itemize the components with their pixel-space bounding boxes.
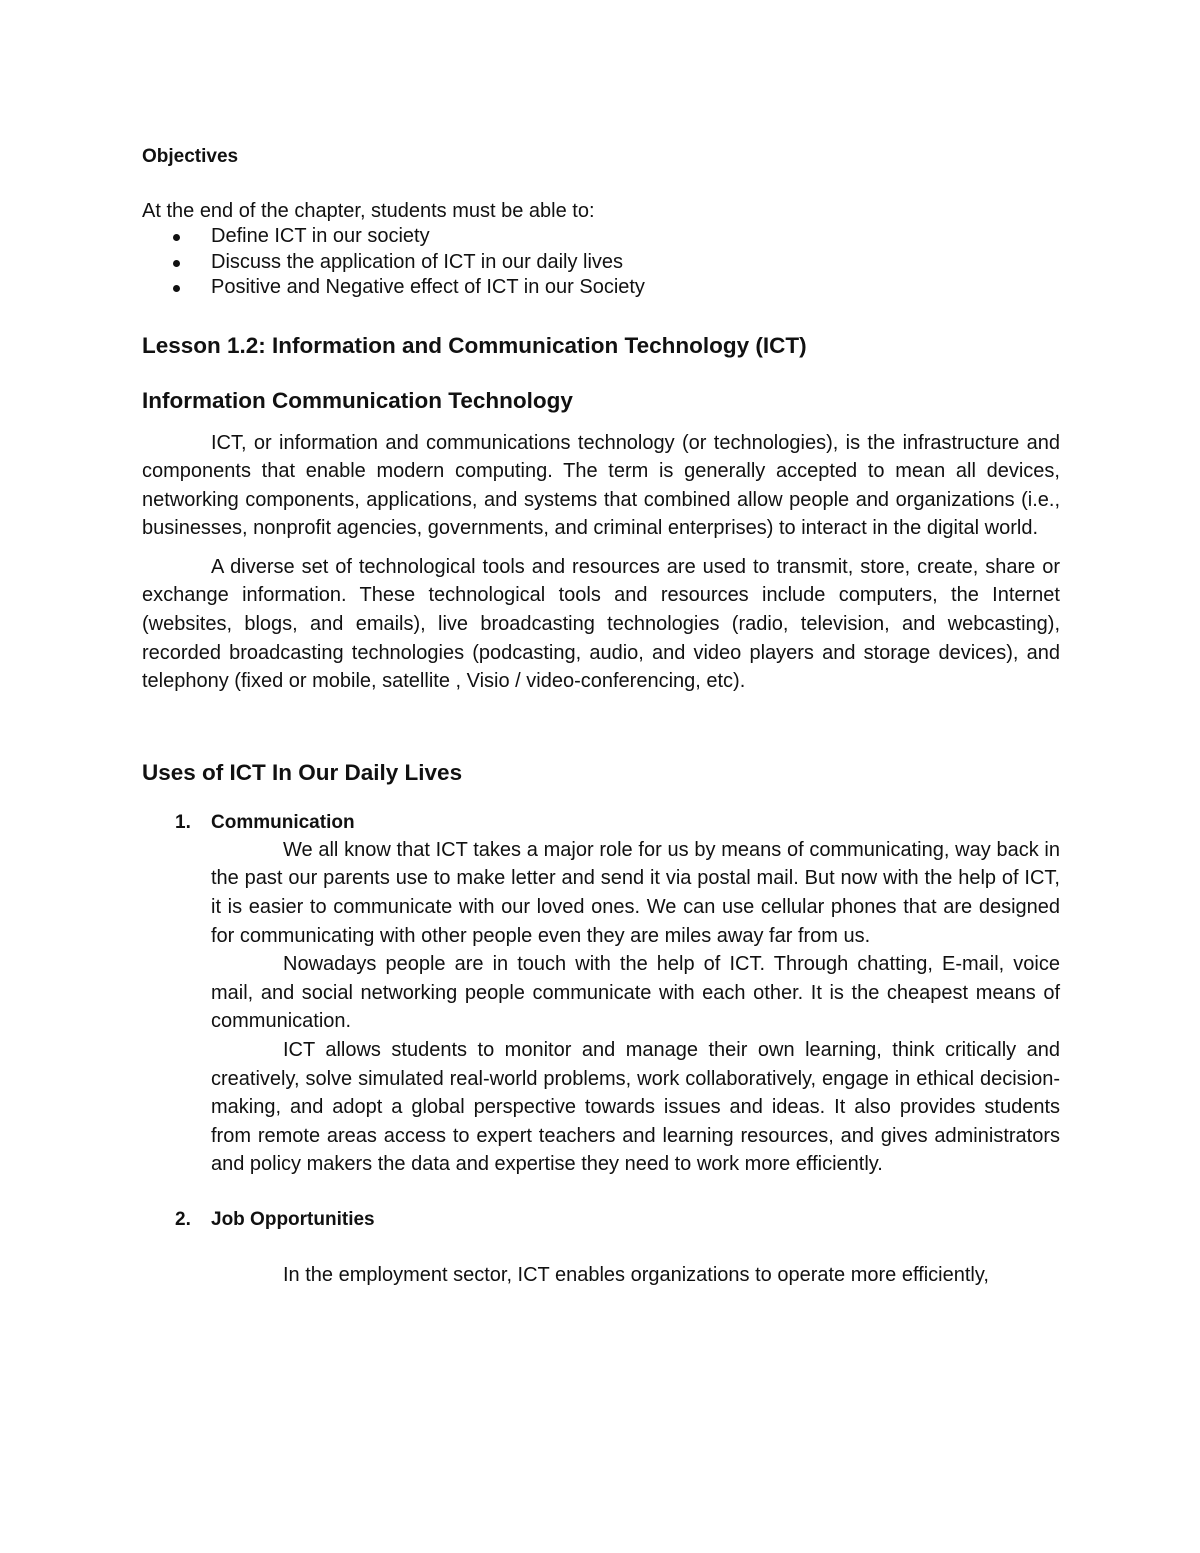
objective-item bbox=[142, 250, 1060, 276]
ict-section-heading: Information Communication Technology bbox=[142, 387, 573, 413]
item-title: Communication bbox=[211, 811, 355, 833]
item-number: 1. bbox=[175, 811, 191, 833]
document-content bbox=[142, 144, 1060, 1290]
objective-item bbox=[142, 275, 1060, 301]
objective-item bbox=[142, 224, 1060, 250]
ict-paragraph: ICT, or information and communications technology (or technologies), is the infrastructure and components that enable modern computing. The term is generally accepted to mean all devices, networking components, applications, and systems that combined allow people and organizations (i.e., businesses, nonprofit agencies, governments, and criminal enterprises) to interact in the digital world. bbox=[142, 431, 1060, 540]
bullet-icon bbox=[173, 234, 180, 241]
objective-text: Positive and Negative effect of ICT in our Society bbox=[211, 276, 645, 298]
item-paragraph: In the employment sector, ICT enables organizations to operate more efficiently, bbox=[283, 1263, 989, 1286]
uses-section-heading: Uses of ICT In Our Daily Lives bbox=[142, 759, 463, 785]
item-title: Job Opportunities bbox=[211, 1208, 375, 1230]
item-paragraph: ICT allows students to monitor and manage their own learning, think critically and creatively, solve simulated real-world problems, work collaboratively, engage in ethical decision-making, and adopt a global perspective towards issues and ideas. It also provides students from remote areas access to expert teachers and learning resources, and gives administrators and policy makers the data and expertise they need to work more efficiently. bbox=[211, 1039, 1060, 1176]
objective-text: Define ICT in our society bbox=[211, 225, 430, 247]
uses-list-item bbox=[142, 810, 1060, 1179]
bullet-icon bbox=[173, 260, 180, 267]
lesson-title: Lesson 1.2: Information and Communication Technology (ICT) bbox=[142, 332, 807, 358]
objectives-intro: At the end of the chapter, students must be able to: bbox=[142, 200, 595, 222]
item-paragraph: We all know that ICT takes a major role for us by means of communicating, way back in the past our parents use to make letter and send it via postal mail. But now with the help of ICT, it is easier to communicate with our loved ones. We can use cellular phones that are designed for communicating with other people even they are miles away far from us. bbox=[211, 838, 1060, 947]
ict-paragraph: A diverse set of technological tools and resources are used to transmit, store, create, share or exchange information. These technological tools and resources include computers, the Internet (websites, blogs, and emails), live broadcasting technologies (radio, television, and webcasting), recorded broadcasting technologies (podcasting, audio, and video players and storage devices), and telephony (fixed or mobile, satellite , Visio / video-conferencing, etc). bbox=[142, 555, 1060, 693]
objectives-heading: Objectives bbox=[142, 146, 239, 167]
item-number: 2. bbox=[175, 1208, 191, 1230]
objectives-list bbox=[142, 224, 1060, 301]
bullet-icon bbox=[173, 285, 180, 292]
item-paragraph: Nowadays people are in touch with the help of ICT. Through chatting, E-mail, voice mail, and social networking people communicate with each other. It is the cheapest means of communication. bbox=[211, 953, 1060, 1033]
objective-text: Discuss the application of ICT in our daily lives bbox=[211, 250, 624, 273]
uses-list-item bbox=[142, 1207, 1060, 1290]
